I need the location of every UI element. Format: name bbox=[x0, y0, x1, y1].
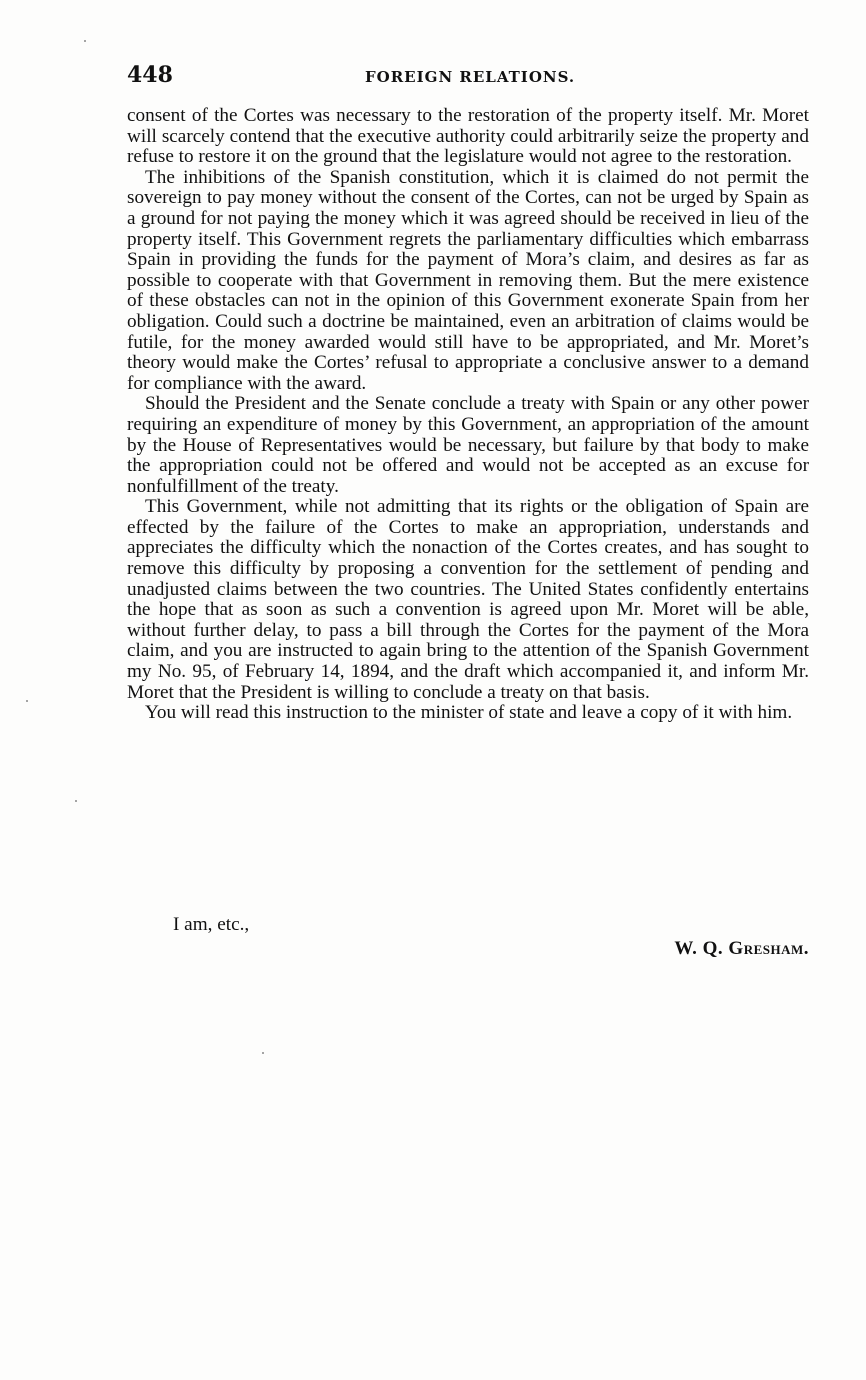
page-header bbox=[127, 62, 809, 92]
scan-speck bbox=[75, 800, 77, 802]
page-number: 448 bbox=[127, 62, 173, 88]
paragraph: Should the President and the Senate conclude a treaty with Spain or any other power requiring an expenditure of money by this Government, an appropriation of the amount by the House of Representatives would be necessary, but failure by that body to make the appropriation could not be offered and would not be accepted as an excuse for nonfulfillment of the treaty. bbox=[127, 393, 809, 497]
signature: W. Q. Gresham. bbox=[674, 938, 809, 959]
scan-speck bbox=[84, 40, 86, 42]
running-head: FOREIGN RELATIONS. bbox=[365, 68, 576, 86]
scan-speck bbox=[26, 700, 28, 702]
body-text bbox=[127, 106, 809, 724]
scan-speck bbox=[262, 1052, 264, 1054]
paragraph: This Government, while not admitting that its rights or the obligation of Spain are effected by the failure of the Cortes to make an appropriation, understands and appreciates the difficulty which the nonaction of the Cortes creates, and has sought to remove this difficulty by proposing a convention for the settlement of pending and unadjusted claims between the two countries. The United States confidently entertains the hope that as soon as such a convention is agreed upon Mr. Moret will be able, without further delay, to pass a bill through the Cortes for the payment of the Mora claim, and you are instructed to again bring to the attention of the Spanish Government my No. 95, of February 14, 1894, and the draft which accompanied it, and inform Mr. Moret that the President is willing to conclude a treaty on that basis. bbox=[127, 496, 809, 703]
paragraph: You will read this instruction to the minister of state and leave a copy of it with him. bbox=[145, 702, 793, 724]
paragraph: The inhibitions of the Spanish constitution, which it is claimed do not permit the sovereign to pay money without the consent of the Cortes, can not be urged by Spain as a ground for not paying the money which it was agreed should be received in lieu of the property itself. This Government regrets the parliamentary difficulties which embarrass Spain in providing the funds for the payment of Mora’s claim, and desires as far as possible to cooperate with that Government in removing them. But the mere existence of these obstacles can not in the opinion of this Government exonerate Spain from her obligation. Could such a doctrine be maintained, even an arbitration of claims would be futile, for the money awarded would still have to be appropriated, and Mr. Moret’s theory would make the Cortes’ refusal to appropriate a conclusive answer to a demand for compliance with the award. bbox=[127, 166, 809, 394]
closing-salutation: I am, etc., bbox=[173, 914, 250, 935]
paragraph: consent of the Cortes was necessary to the restoration of the property itself. Mr. Moret will scarcely contend that the executive authority could arbitrarily seize the property and refuse to restore it on the ground that the legislature would not agree to the restoration. bbox=[127, 105, 809, 168]
